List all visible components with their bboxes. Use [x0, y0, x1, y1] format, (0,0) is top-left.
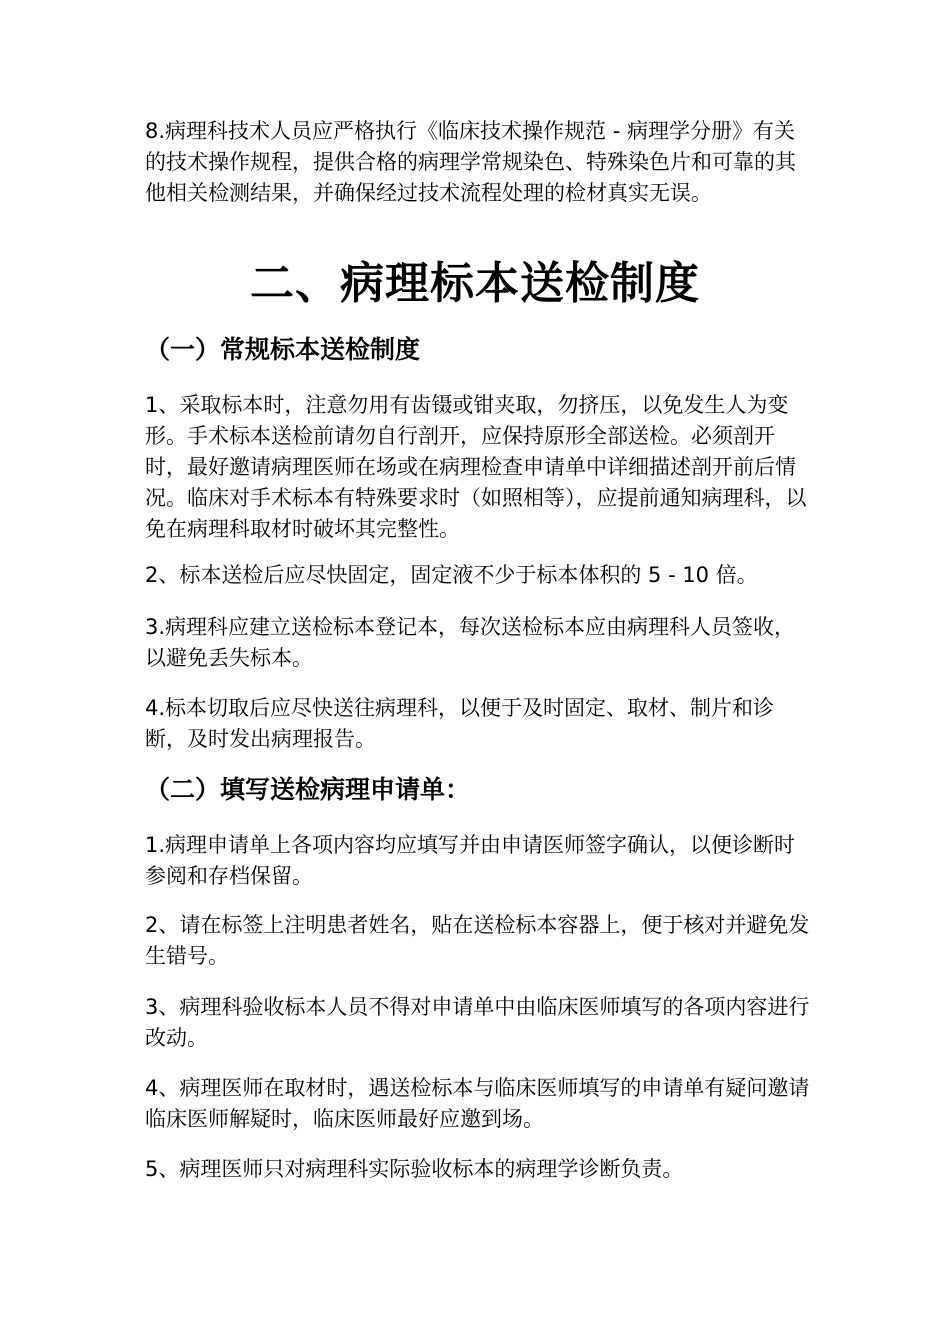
section-1-item-4: 4.标本切取后应尽快送往病理科，以便于及时固定、取材、制片和诊断，及时发出病理报告。	[145, 696, 775, 751]
section-2-item-4: 4、病理医师在取材时，遇送检标本与临床医师填写的申请单有疑问邀请临床医师解疑时，临床医师最好应邀到场。	[145, 1076, 810, 1131]
section-1-item-2: 2、标本送检后应尽快固定，固定液不少于标本体积的 5 - 10 倍。	[145, 563, 758, 587]
section-1-item-3: 3.病理科应建立送检标本登记本，每次送检标本应由病理科人员签收，以避免丢失标本。	[145, 615, 796, 670]
section-1-item-1: 1、采取标本时，注意勿用有齿镊或钳夹取，勿挤压，以免发生人为变形。手术标本送检前请勿自行剖开，应保持原形全部送检。必须剖开时，最好邀请病理医师在场或在病理检查申请单中详细描述剖开前后情况。临床对手术标本有特殊要求时（如照相等），应提前通知病理科，以免在病理科取材时破坏其完整性。	[145, 393, 807, 541]
section-2-item-1: 1.病理申请单上各项内容均应填写并由申请医师签字确认，以便诊断时参阅和存档保留。	[145, 833, 796, 888]
intro-paragraph: 8.病理科技术人员应严格执行《临床技术操作规范 - 病理学分册》有关的技术操作规程，提供合格的病理学常规染色、特殊染色片和可靠的其他相关检测结果，并确保经过技术流程处理的检材真实无误。	[145, 119, 796, 205]
document-title: 二、病理标本送检制度	[250, 258, 700, 309]
section-heading-1: （一）常规标本送检制度	[145, 335, 421, 364]
section-2-item-5: 5、病理医师只对病理科实际验收标本的病理学诊断负责。	[145, 1157, 684, 1181]
section-heading-2: （二）填写送检病理申请单：	[145, 775, 471, 804]
section-2-item-2: 2、请在标签上注明患者姓名，贴在送检标本容器上，便于核对并避免发生错号。	[145, 913, 810, 968]
section-2-item-3: 3、病理科验收标本人员不得对申请单中由临床医师填写的各项内容进行改动。	[145, 995, 810, 1050]
